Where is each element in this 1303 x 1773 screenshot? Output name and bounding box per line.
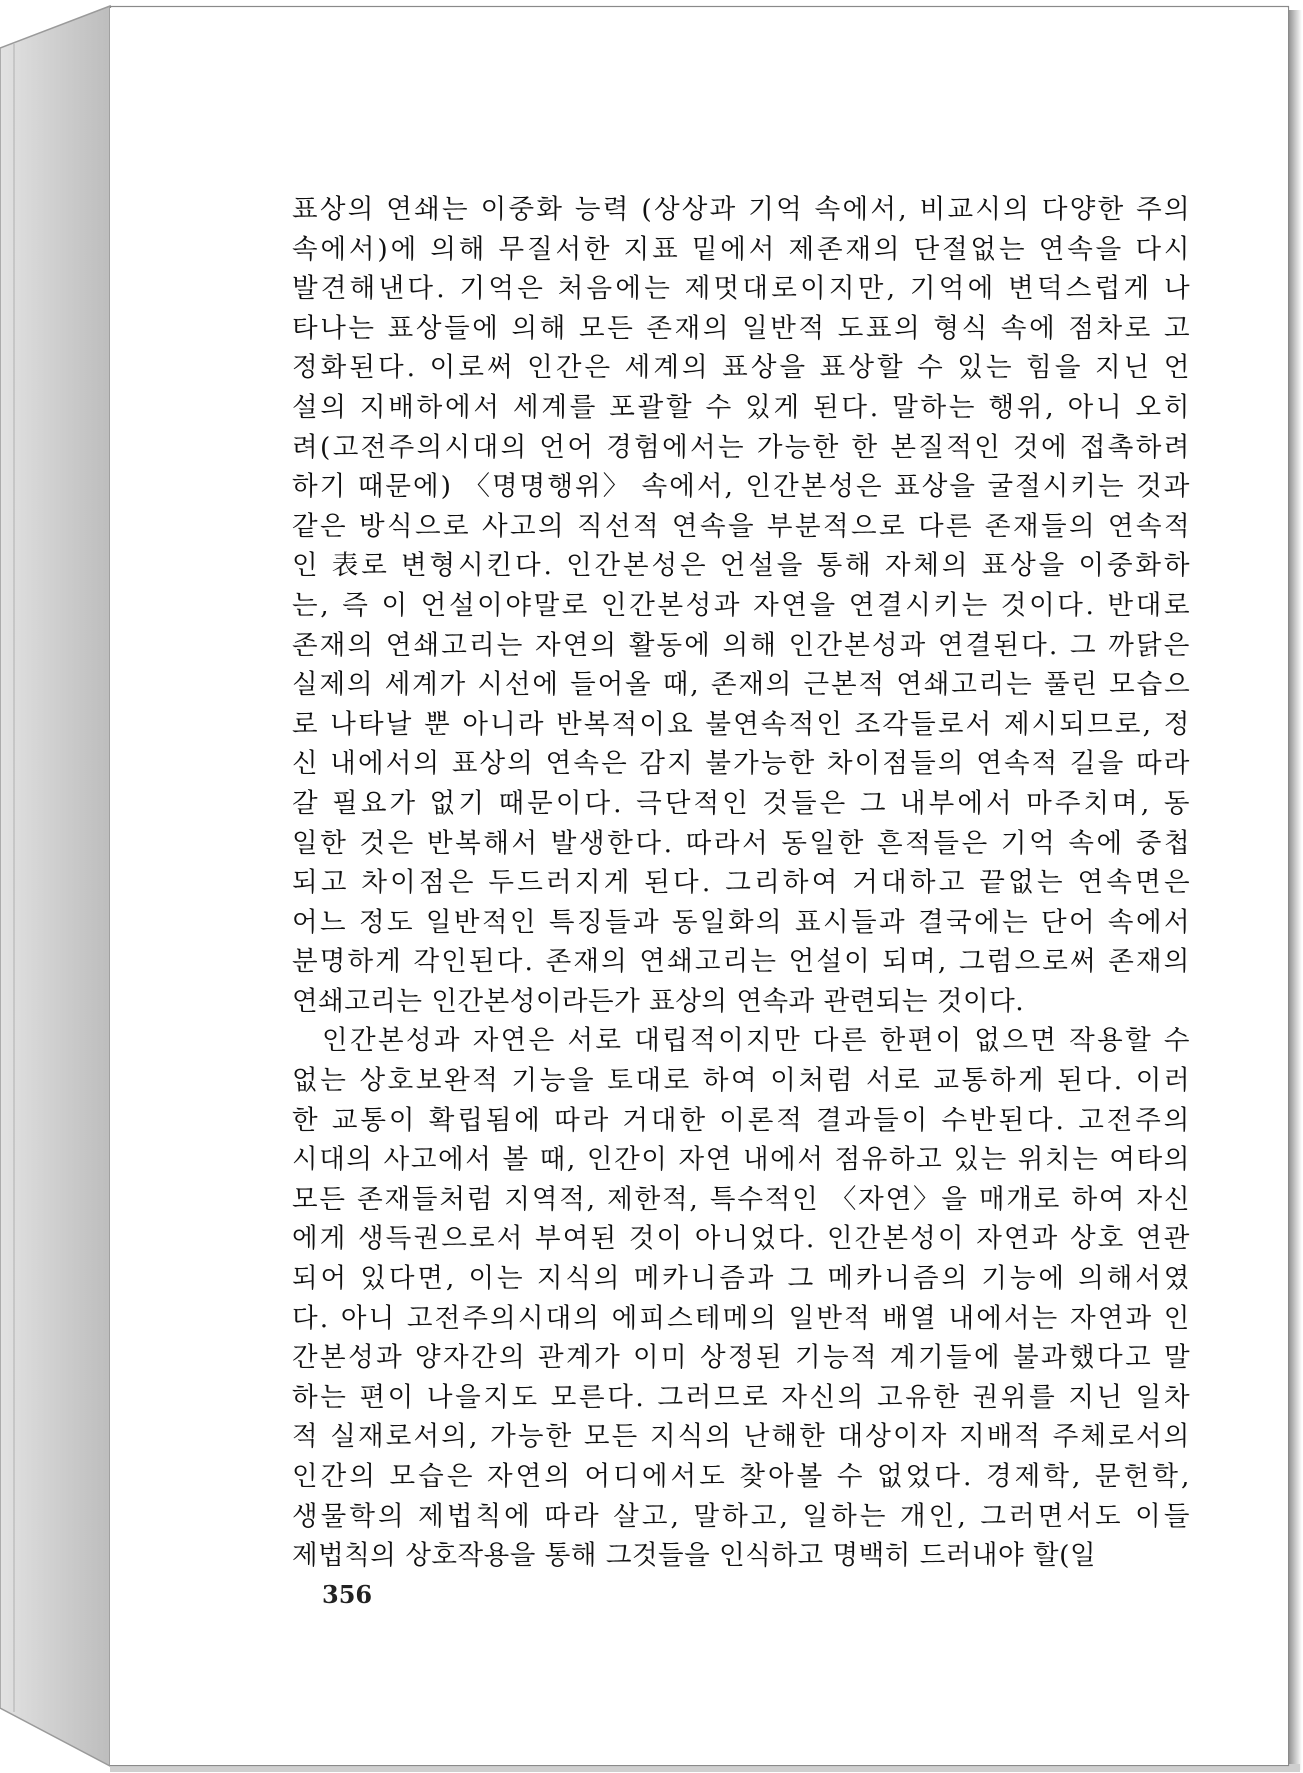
text-line: 다. 아니 고전주의시대의 에피스테메의 일반적 배열 내에서는 자연과 인 (292, 1302, 1192, 1334)
text-line: 실제의 세계가 시선에 들어올 때, 존재의 근본적 연쇄고리는 풀린 모습으 (292, 669, 1192, 701)
text-line: 일한 것은 반복해서 발생한다. 따라서 동일한 흔적들은 기억 속에 중첩 (292, 827, 1193, 859)
text-line: 같은 방식으로 사고의 직선적 연속을 부분적으로 다른 존재들의 연속적 (292, 510, 1193, 542)
text-line: 분명하게 각인된다. 존재의 연쇄고리는 언설이 되며, 그럼으로써 존재의 (292, 946, 1192, 978)
text-line: 정화된다. 이로써 인간은 세계의 표상을 표상할 수 있는 힘을 지닌 언 (292, 352, 1193, 384)
text-line: 하는 편이 나을지도 모른다. 그러므로 자신의 고유한 권위를 지닌 일차 (292, 1381, 1193, 1413)
text-line: 로 나타날 뿐 아니라 반복적이요 불연속적인 조각들로서 제시되므로, 정 (292, 708, 1192, 740)
text-line: 려(고전주의시대의 언어 경험에서는 가능한 한 본질적인 것에 접촉하려 (292, 431, 1192, 463)
text-line: 타나는 표상들에 의해 모든 존재의 일반적 도표의 형식 속에 점차로 고 (292, 312, 1193, 344)
text-line: 인간본성과 자연은 서로 대립적이지만 다른 한편이 없으면 작용할 수 (322, 1025, 1192, 1057)
text-line: 인 表로 변형시킨다. 인간본성은 언설을 통해 자체의 표상을 이중화하 (292, 550, 1193, 582)
text-line: 에게 생득권으로서 부여된 것이 아니었다. 인간본성이 자연과 상호 연관 (292, 1223, 1192, 1255)
text-line: 한 교통이 확립됨에 따라 거대한 이론적 결과들이 수반된다. 고전주의 (292, 1104, 1193, 1136)
text-line: 어느 정도 일반적인 특징들과 동일화의 표시들과 결국에는 단어 속에서 (292, 906, 1193, 938)
text-line: 적 실재로서의, 가능한 모든 지식의 난해한 대상이자 지배적 주체로서의 (292, 1421, 1192, 1453)
text-line: 하기 때문에) 〈명명행위〉 속에서, 인간본성은 표상을 굴절시키는 것과 (292, 471, 1192, 503)
text-line: 속에서)에 의해 무질서한 지표 밑에서 제존재의 단절없는 연속을 다시 (292, 233, 1193, 265)
text-line: 제법칙의 상호작용을 통해 그것들을 인식하고 명백히 드러내야 할(일 (292, 1540, 1097, 1572)
text-line: 되어 있다면, 이는 지식의 메카니즘과 그 메카니즘의 기능에 의해서였 (292, 1263, 1193, 1295)
text-line: 갈 필요가 없기 때문이다. 극단적인 것들은 그 내부에서 마주치며, 동 (292, 787, 1193, 819)
text-line: 는, 즉 이 언설이야말로 인간본성과 자연을 연결시키는 것이다. 반대로 (292, 589, 1193, 621)
text-line: 모든 존재들처럼 지역적, 제한적, 특수적인 〈자연〉을 매개로 하여 자신 (292, 1183, 1192, 1215)
text-line: 설의 지배하에서 세계를 포괄할 수 있게 된다. 말하는 행위, 아니 오히 (292, 391, 1193, 423)
text-line: 발견해낸다. 기억은 처음에는 제멋대로이지만, 기억에 변덕스럽게 나 (292, 273, 1193, 305)
text-line: 존재의 연쇄고리는 자연의 활동에 의해 인간본성과 연결된다. 그 까닭은 (292, 629, 1192, 661)
text-line: 신 내에서의 표상의 연속은 감지 불가능한 차이점들의 연속적 길을 따라 (292, 748, 1192, 780)
text-line: 표상의 연쇄는 이중화 능력 (상상과 기억 속에서, 비교시의 다양한 주의 (292, 194, 1192, 225)
text-line: 시대의 사고에서 볼 때, 인간이 자연 내에서 점유하고 있는 위치는 여타의 (292, 1144, 1192, 1176)
book-spine (0, 6, 110, 1766)
text-line: 연쇄고리는 인간본성이라든가 표상의 연속과 관련되는 것이다. (292, 985, 1025, 1017)
page-number: 356 (322, 1580, 373, 1609)
text-line: 되고 차이점은 두드러지게 된다. 그리하여 거대하고 끝없는 연속면은 (292, 867, 1193, 899)
text-line: 인간의 모습은 자연의 어디에서도 찾아볼 수 없었다. 경제학, 문헌학, (292, 1461, 1193, 1492)
text-line: 없는 상호보완적 기능을 토대로 하여 이처럼 서로 교통하게 된다. 이러 (292, 1065, 1193, 1097)
page-shadow (1288, 10, 1302, 1770)
text-line: 생물학의 제법칙에 따라 살고, 말하고, 일하는 개인, 그러면서도 이들 (292, 1500, 1193, 1532)
text-line: 간본성과 양자간의 관계가 이미 상정된 기능적 계기들에 불과했다고 말 (292, 1342, 1193, 1374)
page-body-text (292, 190, 1193, 1576)
